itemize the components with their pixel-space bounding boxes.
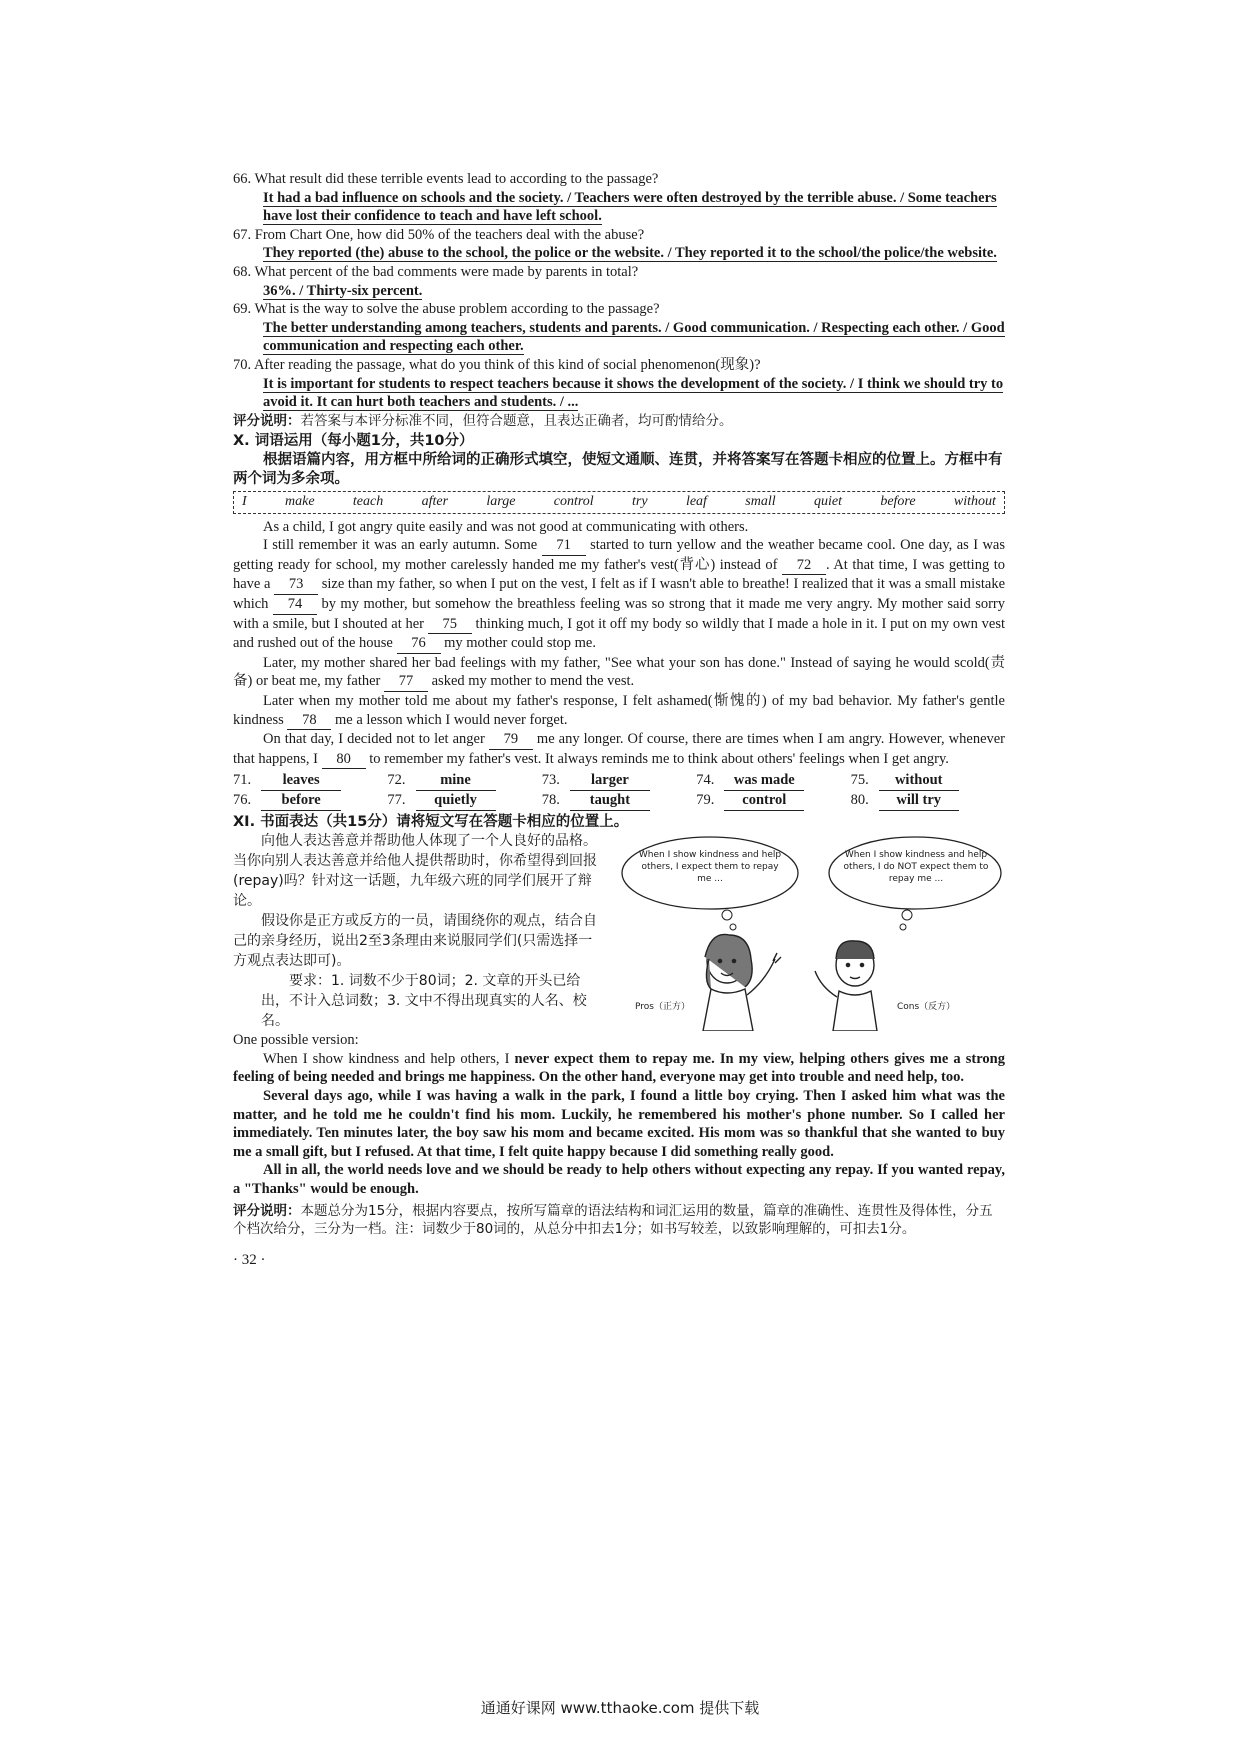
passage-paragraph-3: Later, my mother shared her bad feelings with my father, "See what your son has done." Instead of saying he would scold(责备) or beat me, my father 77 asked my mother to mend the vest. (233, 654, 1005, 692)
word-box-item: control (553, 494, 594, 510)
word-box-item: large (486, 494, 516, 510)
answer-item: 79. control (696, 791, 850, 811)
passage-paragraph-4: Later when my mother told me about my father's response, I felt ashamed(惭愧的) of my bad behavior. My father's gentle kindness 78 me a lesson which I would never forget. (233, 692, 1005, 730)
answer-67: They reported (the) abuse to the school, the police or the website. / They reported it to the school/the police/the website. (263, 245, 997, 262)
question-66: 66. What result did these terrible events lead to according to the passage? (233, 171, 659, 187)
blank-80: 80 (322, 750, 366, 770)
requirements: 要求：1. 词数不少于80词；2. 文章的开头已给出，不计入总词数；3. 文中不得出现真实的人名、校名。 (261, 973, 587, 1030)
prompt-paragraph-2: 假设你是正方或反方的一员，请围绕你的观点，结合自己的亲身经历，说出2至3条理由来说服同学们(只需选择一方观点表达即可)。 (233, 913, 597, 970)
footer-source: 通通好课网 www.tthaoke.com 提供下载 (480, 1699, 760, 1717)
boy-figure (815, 941, 877, 1031)
question-70: 70. After reading the passage, what do you think of this kind of social phenomenon(现象)? (233, 356, 761, 373)
word-box-item: make (285, 494, 315, 510)
answer-item: 76. before (233, 791, 387, 811)
word-box (233, 491, 1005, 514)
passage-paragraph-5: On that day, I decided not to let anger 79 me any longer. Of course, there are times when I am angry. However, whenever that happens, I 80 to remember my father's vest. It always reminds me to think about others' feelings when I get angry. (233, 730, 1005, 769)
blank-74: 74 (273, 595, 317, 615)
word-box-item: try (632, 494, 648, 510)
blank-71: 71 (542, 536, 586, 556)
answer-grid (233, 771, 1005, 810)
word-box-item: leaf (685, 494, 707, 510)
bubble-dot (902, 910, 912, 920)
answer-68: 36%. / Thirty-six percent. (263, 282, 423, 299)
blank-72: 72 (782, 556, 826, 576)
answer-item: 75. without (851, 771, 1005, 791)
scoring-note-1: 评分说明：若答案与本评分标准不同，但符合题意，且表达正确者，均可酌情给分。 (233, 412, 733, 429)
bubble-left-text: When I show kindness and help others, I expect them to repay me ... (638, 850, 782, 885)
answer-item: 74. was made (696, 771, 850, 791)
blank-73: 73 (274, 575, 318, 595)
section-x-instructions: 根据语篇内容，用方框中所给词的正确形式填空，使短文通顺、连贯，并将答案写在答题卡相应的位置上。方框中有两个词为多余项。 (233, 451, 1003, 487)
bubble-dot (722, 910, 732, 920)
word-box-item: quiet (813, 494, 842, 510)
answer-item: 77. quietly (387, 791, 541, 811)
essay-paragraph-2: Several days ago, while I was having a walk in the park, I found a little boy crying. Then I asked him what was the matter, and he told me he couldn't find his mom. Luckily, he remembered his mother's phone number. So I called her immediately. Ten minutes later, the boy saw his mom and became excited. His mom was so thankful that she wanted to buy me a small gift, but I refused. At that time, I felt quite happy because I did something really good. (233, 1087, 1005, 1160)
blank-76: 76 (397, 634, 441, 654)
blank-77: 77 (384, 672, 428, 692)
essay-paragraph-1: When I show kindness and help others, I never expect them to repay me. In my view, helping others gives me a strong feeling of being needed and brings me happiness. On the other hand, everyone may get into trouble and need help, too. (233, 1050, 1005, 1086)
word-box-item: without (953, 494, 996, 510)
word-box-item: before (880, 494, 916, 510)
answer-69: The better understanding among teachers, students and parents. / Good communication. / Respecting each other. / Good communication and respecting each other. (263, 319, 1005, 355)
blank-79: 79 (489, 730, 533, 750)
essay-paragraph-3: All in all, the world needs love and we should be ready to help others without expecting any repay. If you wanted repay, a "Thanks" would be enough. (233, 1162, 1005, 1197)
passage-paragraph-1: As a child, I got angry quite easily and was not good at communicating with others. (263, 518, 749, 535)
word-box-item: after (421, 494, 449, 510)
question-67: 67. From Chart One, how did 50% of the teachers deal with the abuse? (233, 226, 645, 243)
answer-66: It had a bad influence on schools and the society. / Teachers were often destroyed by the terrible abuse. / Some teachers have lost their confidence to teach and have left school. (263, 189, 997, 225)
bubble-right-text: When I show kindness and help others, I do NOT expect them to repay me ... (843, 850, 989, 885)
blank-78: 78 (287, 711, 331, 731)
question-69: 69. What is the way to solve the abuse problem according to the passage? (233, 301, 660, 318)
page-number: · 32 · (233, 1251, 266, 1268)
blank-75: 75 (428, 615, 472, 635)
label-pros: Pros（正方） (635, 1002, 690, 1013)
passage-paragraph-2: I still remember it was an early autumn. Some 71 started to turn yellow and the weather became cool. One day, as I was getting ready for school, my mother carelessly handed me my father's vest(背心) instead of 72 . At that time, I was getting to have a 73 size than my father, so when I put on the vest, I felt as if I wasn't able to breathe! I realized that it was a small mistake which 74 by my mother, but somehow the breathless feeling was so strong that it made me very angry. My mother said sorry with a smile, but I shouted at her 75 thinking much, I got it off my body so wildly that I made a hole in it. I put on my own vest and rushed out of the house 76 my mother could stop me. (233, 536, 1005, 654)
writing-prompt (233, 831, 603, 1031)
label-cons: Cons（反方） (897, 1002, 956, 1013)
answer-item: 72. mine (387, 771, 541, 791)
word-box-item: teach (352, 494, 384, 510)
girl-figure (703, 935, 781, 1032)
bubble-dot (730, 924, 736, 930)
bubble-dot (900, 924, 906, 930)
word-box-item: small (745, 494, 776, 510)
prompt-paragraph-1: 向他人表达善意并帮助他人体现了一个人良好的品格。当你向别人表达善意并给他人提供帮助时，你希望得到回报(repay)吗？针对这一话题，九年级六班的同学们展开了辩论。 (233, 833, 597, 910)
answer-item: 73. larger (542, 771, 696, 791)
word-box-item: I (242, 494, 247, 510)
question-68: 68. What percent of the bad comments were made by parents in total? (233, 263, 639, 280)
section-x-title: X. 词语运用（每小题1分，共10分） (233, 433, 474, 450)
writing-task (233, 831, 1005, 1031)
section-xi-title: XI. 书面表达（共15分）请将短文写在答题卡相应的位置上。 (233, 813, 629, 830)
debate-illustration (615, 831, 1005, 1031)
answer-key-page (233, 170, 1005, 1269)
answer-item: 78. taught (542, 791, 696, 811)
answer-item: 71. leaves (233, 771, 387, 791)
illustration-graphic (615, 831, 1005, 1031)
scoring-note-2: 评分说明：本题总分为15分，根据内容要点，按所写篇章的语法结构和词汇运用的数量，篇章的准确性、连贯性及得体性，分五个档次给分，三分为一档。注：词数少于80词的，从总分中扣去1分；如书写较差，以致影响理解的，可扣去1分。 (233, 1202, 993, 1238)
answer-70: It is important for students to respect teachers because it shows the development of the society. / I think we should try to avoid it. It can hurt both teachers and students. / ... (263, 375, 1004, 411)
answer-item: 80. will try (851, 791, 1005, 811)
version-label: One possible version: (233, 1032, 359, 1049)
